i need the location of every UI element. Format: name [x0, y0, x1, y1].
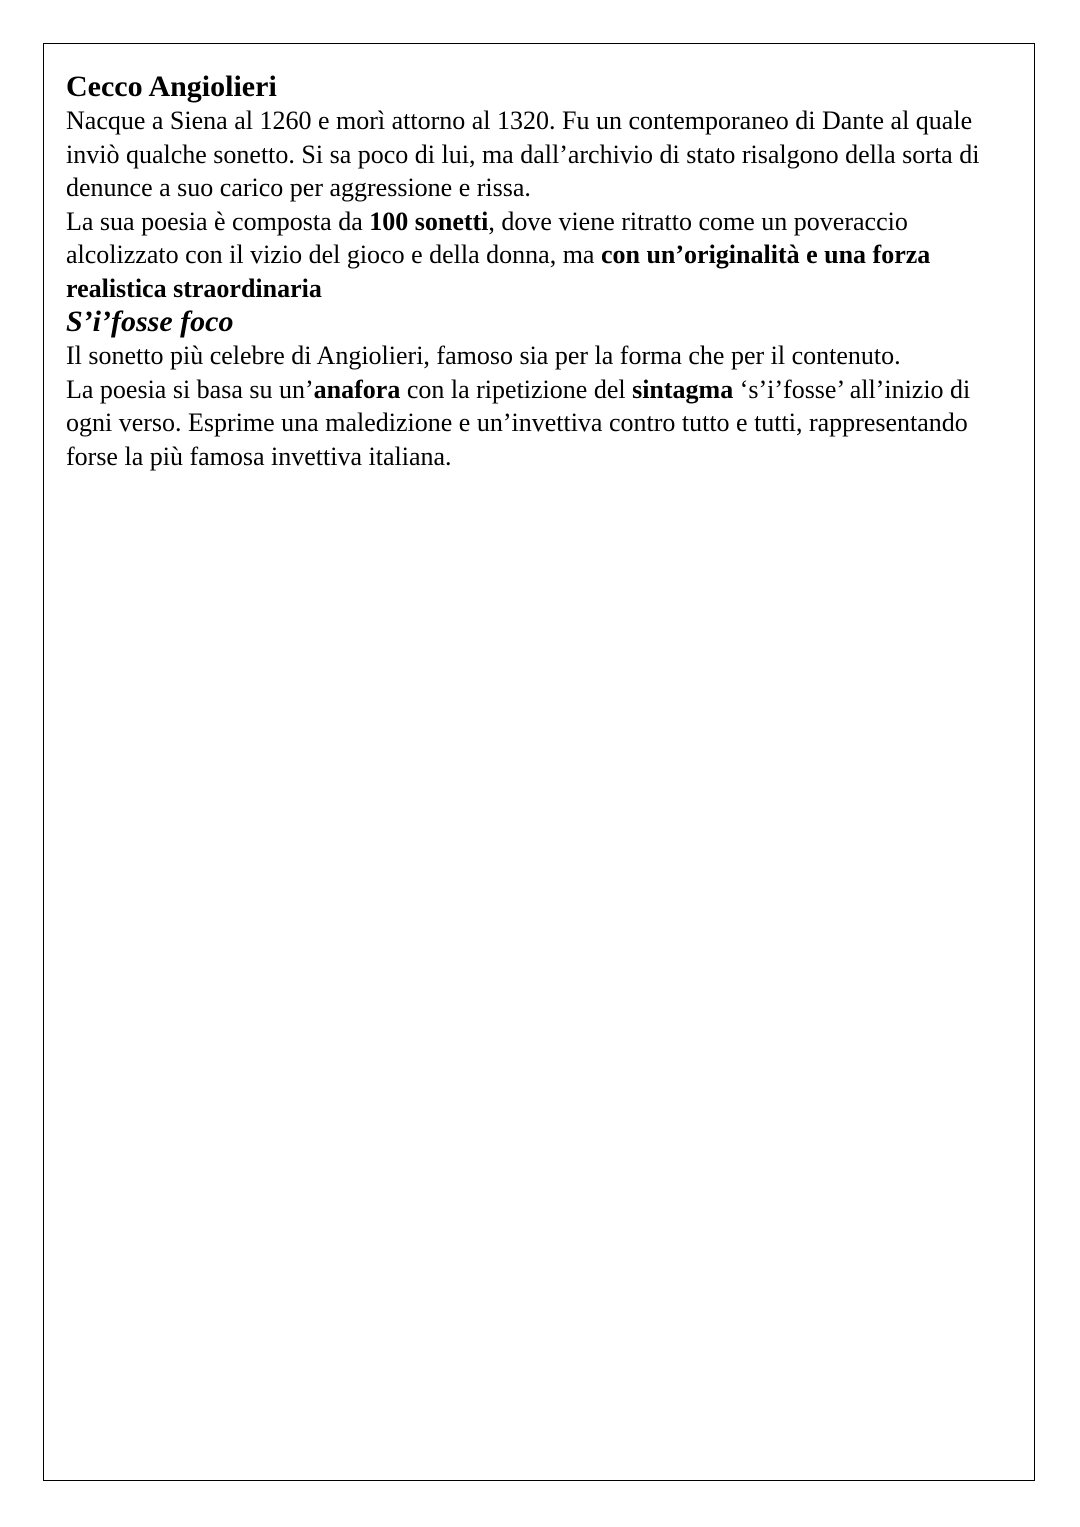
paragraph-biography: Nacque a Siena al 1260 e morì attorno al 1320. Fu un contemporaneo di Dante al quale inviò qualche sonetto. Si sa poco di lui, ma dall’archivio di stato risalgono della sorta di denunce a suo carico per aggressione e rissa. — [66, 106, 980, 202]
text-run: con la ripetizione del — [400, 374, 633, 404]
text-run: La poesia si basa su un’ — [66, 374, 314, 404]
text-run: ‘s’i’fosse’ all’inizio di ogni verso. Esprime una maledizione e un’invettiva contro tutto e tutti, rappresentando forse la più famosa invettiva italiana. — [66, 374, 971, 471]
text-run: La sua poesia è composta da — [66, 206, 370, 236]
bold-text: anafora — [313, 374, 401, 404]
text-run: , dove viene ritratto come un poveraccio alcolizzato con il vizio del gioco e della donna, ma — [66, 206, 908, 269]
heading-cecco-angiolieri: Cecco Angiolieri — [66, 70, 277, 103]
bold-text: 100 sonetti — [369, 206, 489, 236]
bold-text: sintagma — [632, 374, 734, 404]
paragraph-poetry — [66, 205, 1016, 306]
document-body — [66, 70, 1016, 473]
paragraph-sonnet-intro: Il sonetto più celebre di Angiolieri, famoso sia per la forma che per il contenuto. — [66, 341, 901, 370]
bold-text: con un’originalità e una forza realistica straordinaria — [66, 240, 931, 303]
paragraph-sonnet-analysis — [66, 373, 1016, 474]
heading-sonnet-title: S’i’fosse foco — [66, 305, 234, 338]
